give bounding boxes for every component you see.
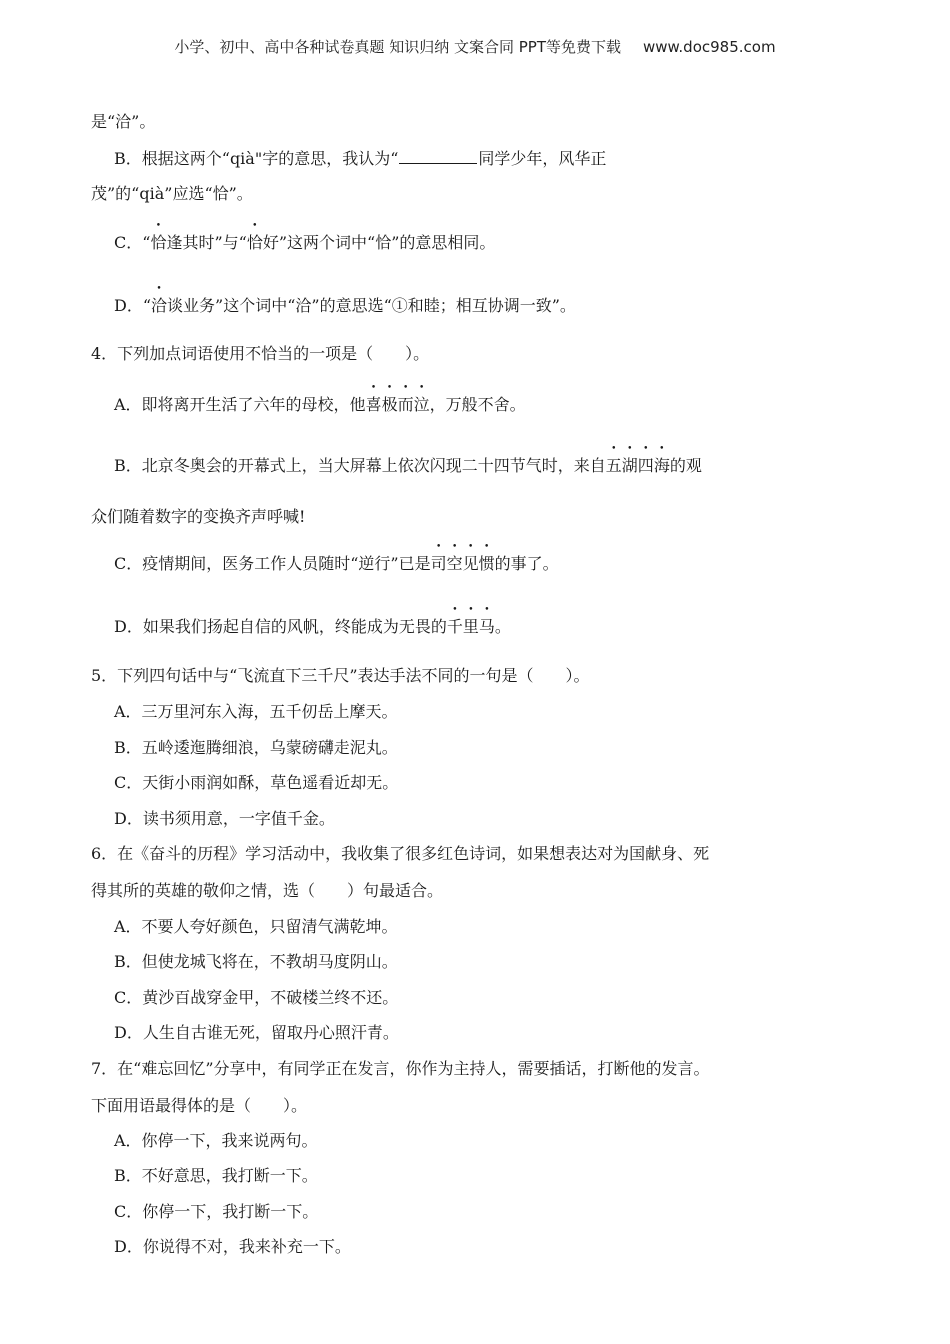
q3-b-part3: 茂”的“qià”应选“恰”。 [91, 184, 253, 203]
q6-option-d [114, 1023, 399, 1043]
q7-stem-line1 [91, 1059, 710, 1079]
q6-c-text: C．黄沙百战穿金甲，不破楼兰终不还。 [114, 988, 399, 1007]
q7-option-b [114, 1166, 318, 1186]
q4-c-end: 的事了。 [494, 554, 559, 573]
q5-b-text: B．五岭逶迤腾细浪，乌蒙磅礴走泥丸。 [114, 738, 398, 757]
emphasis-char: 空 [446, 554, 463, 573]
page-header [0, 36, 950, 57]
q4-d-pre: D．如果我们扬起自信的风帆，终能成为无畏的 [114, 617, 447, 636]
emphasis-char: 司 [430, 554, 447, 573]
q7-stem2-text: 下面用语最得体的是（ ）。 [91, 1096, 308, 1115]
q6-d-text: D．人生自古谁无死，留取丹心照汗青。 [114, 1023, 399, 1042]
q6-option-a [114, 917, 398, 937]
q3-prefix-line [91, 112, 155, 132]
q4-b-pre: B．北京冬奥会的开幕式上，当大屏幕上依次闪现二十四节气时，来自 [114, 456, 606, 475]
emphasis-char: 四 [637, 456, 654, 475]
q6-stem-line2 [91, 881, 443, 901]
q4-option-c [114, 554, 559, 574]
q7-b-text: B．不好意思，我打断一下。 [114, 1166, 318, 1185]
q6-a-text: A．不要人夸好颜色，只留清气满乾坤。 [114, 917, 398, 936]
q3-c-end: 好”这两个词中“恰”的意思相同。 [262, 233, 496, 252]
q3-option-c [114, 233, 495, 253]
q7-a-text: A．你停一下，我来说两句。 [114, 1131, 318, 1150]
q5-option-b [114, 738, 398, 758]
q4-option-d [114, 617, 511, 637]
q6-stem2-text: 得其所的英雄的敬仰之情，选（ ）句最适合。 [91, 881, 444, 900]
fill-blank [399, 147, 477, 164]
q7-option-a [114, 1131, 318, 1151]
q4-a-end: ，万般不舍。 [429, 395, 526, 414]
q4-option-b-cont [91, 507, 305, 527]
q4-b-end: 的观 [669, 456, 702, 475]
q7-stem1-text: 7．在“难忘回忆”分享中，有同学正在发言，你作为主持人，需要插话，打断他的发言。 [91, 1059, 710, 1078]
q4-d-end: 。 [494, 617, 511, 636]
q7-d-text: D．你说得不对，我来补充一下。 [114, 1237, 351, 1256]
q7-c-text: C．你停一下，我打断一下。 [114, 1202, 319, 1221]
emphasis-char: 而 [397, 395, 414, 414]
q3-c-mid: 逢其时”与“ [166, 233, 247, 252]
q6-option-c [114, 988, 398, 1008]
q3-option-b [114, 147, 606, 169]
q6-stem-line1 [91, 844, 709, 864]
emphasis-char: 千 [446, 617, 463, 636]
q5-stem [91, 666, 590, 686]
emphasis-char: 喜 [365, 395, 382, 414]
q3-d-pre: D．“ [114, 296, 152, 315]
emphasis-char: 极 [381, 395, 398, 414]
q5-a-text: A．三万里河东入海，五千仞岳上摩天。 [114, 702, 398, 721]
header-url[interactable]: www.doc985.com [642, 38, 776, 56]
emphasis-char: 湖 [621, 456, 638, 475]
emphasis-char: 泣 [413, 395, 430, 414]
q4-stem-text: 4．下列加点词语使用不恰当的一项是（ ）。 [91, 344, 430, 363]
emphasis-char: 恰 [150, 233, 167, 252]
q5-option-d [114, 809, 335, 829]
emphasis-char: 五 [605, 456, 622, 475]
q7-option-d [114, 1237, 351, 1257]
q5-option-a [114, 702, 398, 722]
emphasis-char: 海 [653, 456, 670, 475]
q4-b-cont-text: 众们随着数字的变换齐声呼喊! [91, 507, 306, 526]
emphasis-char: 里 [462, 617, 479, 636]
q6-option-b [114, 952, 398, 972]
q3-option-d [114, 296, 576, 316]
q3-d-end: 谈业务”这个词中“洽”的意思选“①和睦；相互协调一致”。 [167, 296, 576, 315]
q4-stem [91, 344, 429, 364]
q5-d-text: D．读书须用意，一字值千金。 [114, 809, 335, 828]
emphasis-char: 见 [462, 554, 479, 573]
q5-stem-text: 5．下列四句话中与“飞流直下三千尺”表达手法不同的一句是（ ）。 [91, 666, 590, 685]
q7-option-c [114, 1202, 318, 1222]
q6-stem1-text: 6．在《奋斗的历程》学习活动中，我收集了很多红色诗词，如果想表达对为国献身、死 [91, 844, 710, 863]
q3-prefix-text: 是“洽”。 [91, 112, 156, 131]
q3-b-part2: 同学少年，风华正 [478, 149, 607, 168]
q3-c-pre: C．“ [114, 233, 151, 252]
emphasis-char: 马 [478, 617, 495, 636]
emphasis-char: 恰 [246, 233, 263, 252]
q4-option-b [114, 456, 702, 476]
emphasis-char: 洽 [151, 296, 168, 315]
q4-option-a [114, 395, 526, 415]
q5-option-c [114, 773, 398, 793]
q7-stem-line2 [91, 1096, 307, 1116]
q3-b-part1: B．根据这两个“qià"字的意思，我认为“ [114, 149, 399, 168]
q5-c-text: C．天街小雨润如酥，草色遥看近却无。 [114, 773, 399, 792]
emphasis-char: 惯 [478, 554, 495, 573]
header-text: 小学、初中、高中各种试卷真题 知识归纳 文案合同 PPT等免费下载 [174, 38, 621, 56]
q6-b-text: B．但使龙城飞将在，不教胡马度阴山。 [114, 952, 398, 971]
q4-c-pre: C．疫情期间，医务工作人员随时“逆行”已是 [114, 554, 431, 573]
q3-option-b-cont [91, 184, 253, 204]
q4-a-pre: A．即将离开生活了六年的母校，他 [114, 395, 366, 414]
